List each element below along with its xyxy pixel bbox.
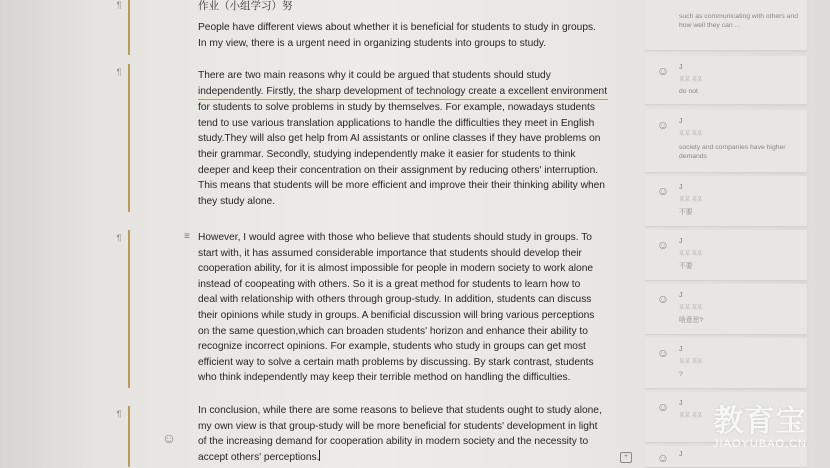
watermark-url: JIAOYUBAO.CN — [713, 438, 807, 450]
paragraph-body-2[interactable] — [198, 230, 608, 386]
user-avatar-icon: ☺ — [161, 430, 177, 446]
comment-time: 某某 某某 — [679, 413, 703, 419]
add-comment-icon[interactable]: + — [620, 452, 632, 463]
left-gutter — [0, 0, 150, 467]
comment-text: 啥意思? — [679, 317, 704, 324]
text-line: of the increasing demand for cooperation ability in modern society and the necessity to — [198, 436, 589, 448]
text-line: efficient way to solve a certain math problems by discussing. By stark contrast, students — [198, 356, 594, 368]
change-bar — [128, 64, 130, 212]
user-avatar-icon: ☺ — [656, 292, 670, 306]
comment-author: J — [679, 292, 683, 299]
comment-card[interactable] — [645, 284, 807, 335]
comment-marker-icon[interactable]: ¶ — [116, 409, 122, 419]
text-line: In conclusion, while there are some reasons to believe that students ought to study alone, — [198, 405, 602, 416]
paragraph-conclusion[interactable] — [198, 403, 608, 465]
text-line: tend to use various translation applications to handle the difficulties they meet in English — [198, 117, 595, 129]
change-bar — [128, 0, 130, 55]
text-line: instead of coopeating with others. So it is a great method for students to learn how to — [198, 278, 581, 290]
user-avatar-icon: ☺ — [656, 64, 670, 78]
text-line: deal with relationship with others through group-study. In addition, students can discuss — [198, 294, 592, 306]
text-line: study.They will also get help from AI assistants or online classes if they have problems on — [198, 133, 601, 145]
comment-marker-icon[interactable]: ¶ — [116, 233, 122, 243]
user-avatar-icon: ☺ — [656, 451, 670, 465]
text-line: People have different views about whether it is beneficial for students to study in groups. — [198, 22, 596, 33]
comment-author: J — [679, 64, 683, 71]
text-line: start with, it has assumed considerable importance that students should develop their — [198, 247, 582, 259]
comment-card[interactable] — [645, 230, 807, 281]
comment-author: J — [679, 400, 683, 407]
watermark — [700, 396, 820, 456]
comment-author: J — [679, 451, 683, 458]
comment-card[interactable] — [645, 338, 807, 389]
comment-time: 某某 某某 — [679, 251, 703, 257]
text-line: In my view, there is a urgent need in organizing students into groups to study. — [198, 37, 547, 49]
comment-text: 不要 — [679, 263, 693, 270]
paragraph-intro[interactable] — [198, 20, 608, 51]
comment-author: J — [679, 118, 683, 125]
change-bar — [128, 406, 130, 467]
text-line — [198, 450, 608, 466]
user-avatar-icon: ☺ — [656, 184, 670, 198]
comment-time: 某某 某某 — [679, 305, 703, 311]
comment-author: J — [679, 238, 683, 245]
comment-marker-icon[interactable]: ¶ — [116, 67, 122, 77]
text-line: on the same question,which can broaden students' horizon and enhance their ability to — [198, 325, 588, 337]
text-line: their opinions while study in groups. A benificial discussion will bring various perceptions — [198, 309, 595, 321]
text-line: deeper and keep their concentration on their assignment by reducing others' interruption. — [198, 164, 599, 176]
comment-card[interactable] — [645, 110, 807, 173]
paragraph-body-1[interactable] — [198, 68, 608, 209]
text-line: independently. Firstly, the sharp development of technology create a excellent environment — [198, 84, 608, 101]
text-line: However, I would agree with those who believe that students should study in groups. To — [198, 232, 592, 243]
comment-time: 某某 某某 — [679, 197, 703, 203]
comment-time: 某某 某某 — [679, 359, 703, 365]
text-line: This means that students will be more efficient and improve their their thinking ability when — [198, 180, 605, 192]
comment-text: such as communicating with others and how well they can ... — [679, 13, 799, 29]
text-line: There are two main reasons why it could be argued that students should study — [198, 70, 551, 81]
document-title-fragment: 作业（小组学习）努 — [198, 0, 293, 12]
user-avatar-icon: ☺ — [656, 238, 670, 252]
comment-text: society and companies have higher demands — [679, 144, 786, 160]
text-line: cooperation ability, for it is almost impossible for people in modern society to work alone — [198, 263, 594, 275]
drag-handle-icon[interactable]: ≡ — [184, 231, 190, 242]
comment-author: J — [679, 184, 683, 191]
text-line: who think independently may keep their terrible method on handling the difficulties. — [198, 372, 571, 384]
watermark-logo: 教育宝 — [713, 404, 807, 439]
text-line: they study alone. — [198, 195, 276, 207]
user-avatar-icon: ☺ — [656, 346, 670, 360]
text-cursor — [319, 450, 320, 461]
text-line: their grammar. Secondly, studying independently make it easier for students to think — [198, 148, 576, 160]
comment-card[interactable] — [645, 56, 807, 105]
comment-time: 某某 某某 — [679, 131, 703, 137]
text-line: for students to solve problems in study by themselves. For example, nowadays students — [198, 102, 595, 114]
change-bar — [128, 230, 130, 388]
comment-time: 某某 某某 — [679, 77, 703, 83]
comment-card[interactable] — [645, 0, 807, 51]
text-line-content: accept others' perceptions. — [198, 451, 320, 463]
text-line: recognize incorrect opinions. For example, students who study in groups can get most — [198, 341, 586, 353]
user-avatar-icon: ☺ — [656, 400, 670, 414]
comment-card[interactable] — [645, 176, 807, 227]
comment-text: ? — [679, 371, 683, 378]
comment-text: do not — [679, 88, 698, 95]
text-line: my own view is that group-study will be more beneficial for students' development in light — [198, 420, 598, 432]
comment-marker-icon[interactable]: ¶ — [116, 0, 122, 10]
comment-text: 不要 — [679, 209, 693, 216]
comment-author: J — [679, 346, 683, 353]
user-avatar-icon: ☺ — [656, 118, 670, 132]
